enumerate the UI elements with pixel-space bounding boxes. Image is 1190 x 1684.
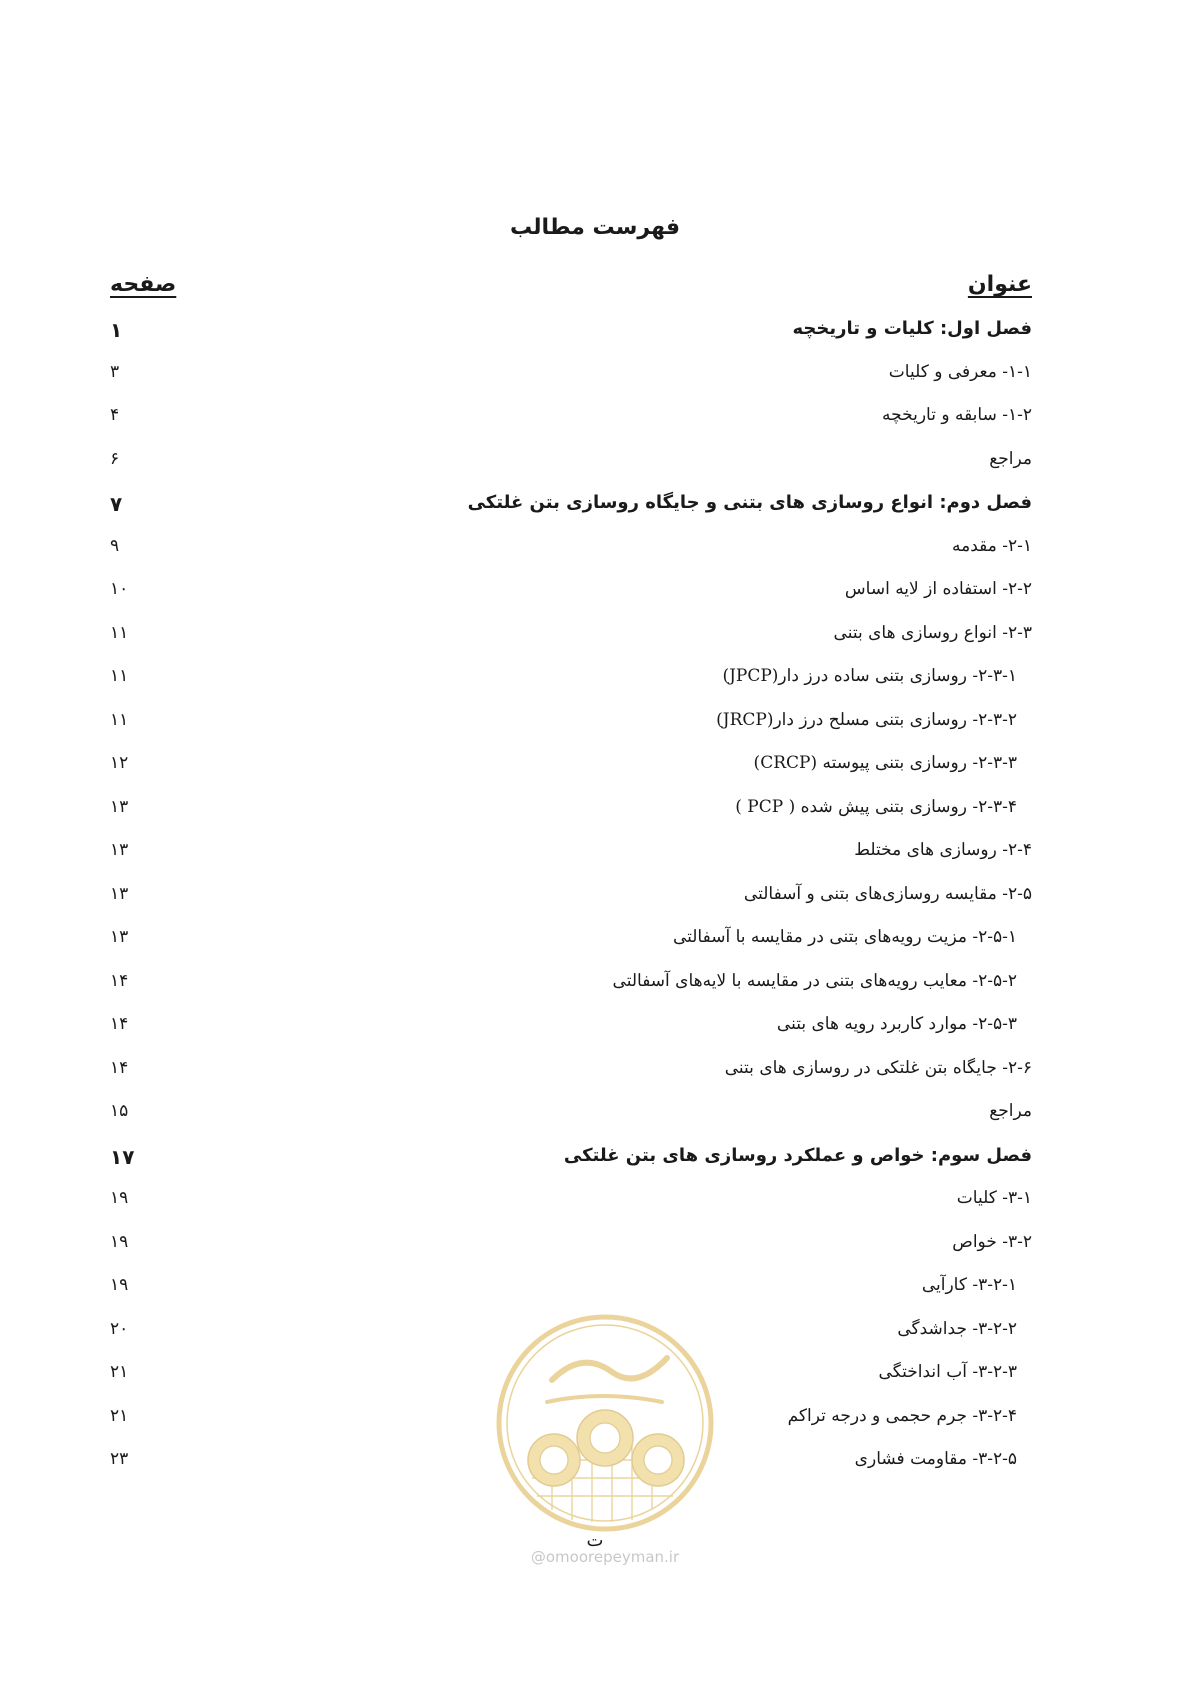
toc-entry-title: ۲-۳-۱- روسازی بتنی ساده درز دار(JPCP) [722, 666, 1017, 686]
toc-page-number: ۱۹ [110, 1275, 129, 1295]
toc-entry-title: ۲-۳- انواع روسازی های بتنی [833, 622, 1032, 643]
toc-page-number: ۲۰ [110, 1318, 129, 1339]
toc-entry-title: ۱-۲- سابقه و تاریخچه [882, 405, 1032, 425]
toc-page-number: ۷ [110, 492, 123, 516]
toc-entry-title: ۳-۱- کلیات [956, 1188, 1032, 1208]
toc-entry-title: ۱-۱- معرفی و کلیات [888, 361, 1032, 382]
toc-page-number: ۱۳ [110, 840, 129, 860]
toc-entry-title: ۳-۲-۱- کارآیی [921, 1275, 1017, 1295]
toc-page-number: ۱۱ [110, 666, 129, 686]
toc-entry-row [0, 1008, 1190, 1052]
toc-entry-row [0, 530, 1190, 574]
toc-page-number: ۱۴ [110, 1057, 129, 1078]
toc-entry-title: ۲-۳-۲- روسازی بتنی مسلح درز دار(JRCP) [716, 709, 1017, 730]
toc-page-number: ۱۹ [110, 1231, 129, 1252]
toc-page-number: ۱۰ [110, 579, 129, 599]
toc-entry-row [0, 704, 1190, 748]
toc-entry-row [0, 1095, 1190, 1139]
toc-entry-row [0, 791, 1190, 835]
toc-entry-title: ۲-۳-۴- روسازی بتنی پیش شده ( PCP ) [735, 796, 1017, 817]
toc-entry-title: ۲-۵-۲- معایب رویه‌های بتنی در مقایسه با لایه‌های آسفالتی [612, 970, 1017, 991]
toc-page-number: ۱۳ [110, 796, 129, 817]
toc-entry-row [0, 921, 1190, 965]
toc-page-number: ۱ [110, 318, 123, 342]
toc-entry-row [0, 573, 1190, 617]
toc-entry-row [0, 1182, 1190, 1226]
toc-page-number: ۹ [110, 535, 120, 556]
toc-entry-title: ۲-۲- استفاده از لایه اساس [844, 579, 1032, 599]
toc-page-number: ۱۵ [110, 1101, 129, 1121]
toc-entry-title: فصل اول: کلیات و تاریخچه [792, 318, 1032, 339]
toc-entry-title: ۳-۲-۴- جرم حجمی و درجه تراکم [787, 1405, 1017, 1426]
watermark-logo [492, 1310, 718, 1536]
toc-entry-title: ۳-۲-۲- جداشدگی [897, 1318, 1017, 1339]
watermark-url: @omoorepeyman.ir [530, 1548, 680, 1566]
toc-page-number: ۱۷ [110, 1144, 135, 1169]
toc-page-number: ۱۱ [110, 622, 129, 643]
page-column-header: صفحه [110, 272, 177, 297]
toc-page-number: ۱۳ [110, 927, 129, 947]
toc-page-number: ۱۲ [110, 753, 129, 773]
toc-chapter-row [0, 1139, 1190, 1183]
toc-entry-title: فصل دوم: انواع روسازی های بتنی و جایگاه روسازی بتن غلتکی [467, 492, 1032, 513]
toc-entry-row [0, 617, 1190, 661]
toc-page-number: ۶ [110, 448, 120, 469]
page-number-footer: ت [586, 1530, 604, 1551]
toc-entry-title: ۲-۶- جایگاه بتن غلتکی در روسازی های بتنی [724, 1057, 1032, 1078]
toc-entry-title: ۳-۲-۳- آب انداختگی [878, 1362, 1017, 1382]
toc-chapter-row [0, 486, 1190, 530]
toc-entry-row [0, 747, 1190, 791]
toc-entry-row [0, 965, 1190, 1009]
toc-page-number: ۲۳ [110, 1449, 129, 1469]
toc-entry-title: ۲-۵-۱- مزیت رویه‌های بتنی در مقایسه با آسفالتی [672, 927, 1017, 947]
toc-page-number: ۱۴ [110, 970, 129, 991]
toc-page-number: ۳ [110, 361, 120, 382]
toc-entry-title: ۲-۵-۳- موارد کاربرد رویه های بتنی [776, 1014, 1017, 1034]
toc-entry-row [0, 660, 1190, 704]
toc-entry-row [0, 399, 1190, 443]
toc-entry-row [0, 1226, 1190, 1270]
toc-entry-row [0, 443, 1190, 487]
toc-entry-title: مراجع [989, 1101, 1032, 1121]
toc-entry-title: ۲-۳-۳- روسازی بتنی پیوسته (CRCP) [753, 753, 1017, 773]
toc-entry-title: مراجع [989, 448, 1032, 469]
toc-entry-row [0, 1269, 1190, 1313]
toc-page-number: ۴ [110, 405, 120, 425]
toc-entry-title: ۳-۲- خواص [952, 1231, 1032, 1252]
toc-entry-title: ۲-۴- روسازی های مختلط [854, 840, 1032, 860]
toc-page-number: ۲۱ [110, 1405, 129, 1426]
toc-page-number: ۱۴ [110, 1014, 129, 1034]
toc-entry-row [0, 878, 1190, 922]
toc-page-number: ۱۹ [110, 1188, 129, 1208]
toc-entry-row [0, 1052, 1190, 1096]
toc-page-number: ۲۱ [110, 1362, 129, 1382]
page-title: فهرست مطالب [509, 215, 681, 240]
toc-entry-row [0, 356, 1190, 400]
toc-entry-title: ۲-۱- مقدمه [951, 535, 1032, 556]
toc-chapter-row [0, 312, 1190, 356]
toc-entry-title: ۳-۲-۵- مقاومت فشاری [854, 1449, 1017, 1469]
toc-entry-title: ۲-۵- مقایسه روسازی‌های بتنی و آسفالتی [743, 883, 1032, 904]
title-column-header: عنوان [967, 272, 1032, 297]
toc-entry-title: فصل سوم: خواص و عملکرد روسازی های بتن غلتکی [563, 1144, 1032, 1166]
toc-page-number: ۱۳ [110, 883, 129, 904]
toc-page-number: ۱۱ [110, 709, 129, 730]
toc-entry-row [0, 834, 1190, 878]
